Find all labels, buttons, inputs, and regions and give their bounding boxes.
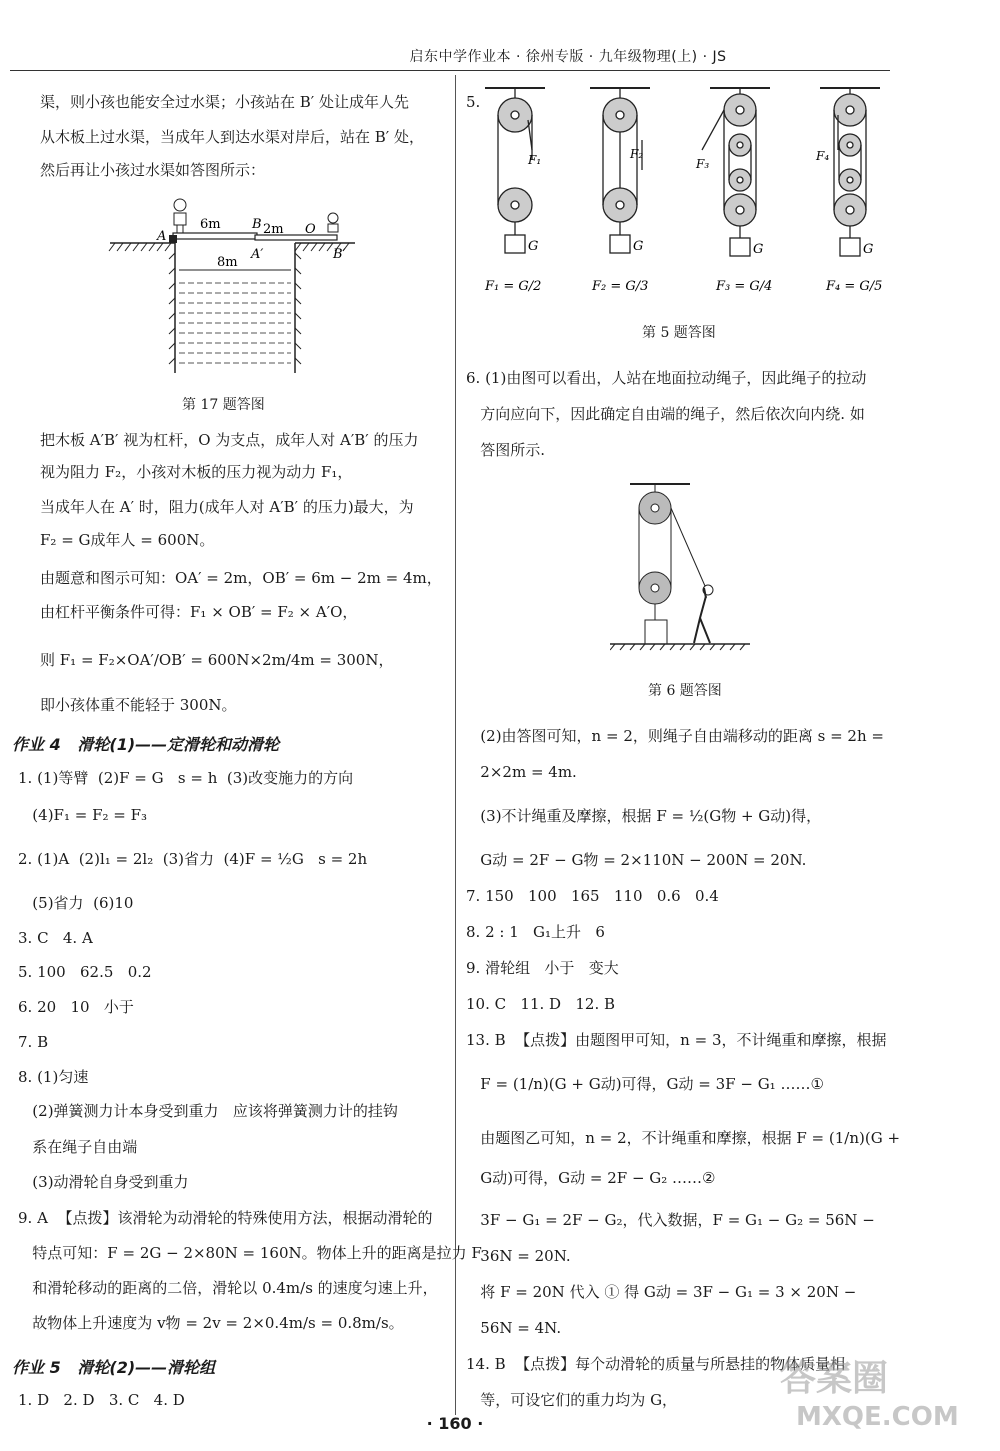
ans4-5: 5. 100 62.5 0.2 — [18, 963, 152, 981]
figure-6 — [610, 478, 750, 668]
q6-rest-1: 2×2m = 4m. — [466, 763, 577, 781]
label-2m: 2m — [263, 222, 284, 237]
label-B-prime: B′ — [333, 247, 346, 262]
q6-rest-3: G动 = 2F − G物 = 2×110N − 200N = 20N. — [466, 851, 807, 869]
force-F2: F₂ — [630, 147, 644, 161]
ans4-9: (2)弹簧测力计本身受到重力 应该将弹簧测力计的挂钩 — [18, 1102, 398, 1120]
q5-number: 5. — [466, 93, 481, 111]
label-O: O — [305, 222, 316, 237]
label-8m: 8m — [217, 255, 238, 270]
left-line-5: 当成年人在 A′ 时，阻力(成年人对 A′B′ 的压力)最大，为 — [40, 498, 414, 516]
ans4-12: 9. A 【点拨】该滑轮为动滑轮的特殊使用方法，根据动滑轮的 — [18, 1209, 433, 1227]
ans4-0: 1. (1)等臂 (2)F = G s = h (3)改变施力的方向 — [18, 769, 354, 787]
header-rule — [10, 70, 890, 71]
q6-rest-17: 等，可设它们的重力均为 G， — [466, 1391, 678, 1409]
figure-6-caption: 第 6 题答图 — [648, 683, 722, 699]
ans4-6: 6. 20 10 小于 — [18, 998, 134, 1016]
left-line-6: F₂ = G成年人 = 600N。 — [40, 531, 215, 549]
left-line-9: 则 F₁ = F₂×OA′/OB′ = 600N×2m/4m = 300N， — [40, 651, 394, 669]
watermark-url: MXQE.COM — [796, 1402, 959, 1432]
weight-G-1: G — [528, 239, 539, 254]
q6-rest-0: (2)由答图可知，n = 2，则绳子自由端移动的距离 s = 2h = — [466, 727, 884, 745]
q6-line-0: 6. (1)由图可以看出，人站在地面拉动绳子，因此绳子的拉动 — [466, 369, 867, 387]
ans4-7: 7. B — [18, 1033, 49, 1051]
figure-5 — [470, 80, 890, 305]
force-F3: F₃ — [696, 157, 710, 171]
q6-rest-7: 10. C 11. D 12. B — [466, 995, 616, 1013]
q6-rest-8: 13. B 【点拨】由题图甲可知，n = 3，不计绳重和摩擦，根据 — [466, 1031, 887, 1049]
q6-rest-10: 由题图乙可知，n = 2，不计绳重和摩擦，根据 F = (1/n)(G + — [466, 1129, 901, 1147]
ans4-3: (5)省力 (6)10 — [18, 894, 134, 912]
left-line-1: 从木板上过水渠，当成年人到达水渠对岸后，站在 B′ 处， — [40, 128, 424, 146]
q6-line-2: 答图所示. — [466, 441, 546, 459]
force-F4: F₄ — [816, 149, 830, 163]
label-6m: 6m — [200, 217, 221, 232]
left-line-8: 由杠杆平衡条件可得：F₁ × OB′ = F₂ × A′O， — [40, 603, 358, 621]
left-line-3: 把木板 A′B′ 视为杠杆，O 为支点，成年人对 A′B′ 的压力 — [40, 431, 419, 449]
q6-rest-12: 3F − G₁ = 2F − G₂，代入数据，F = G₁ − G₂ = 56N − — [466, 1211, 875, 1229]
weight-G-2: G — [633, 239, 644, 254]
figure-17 — [105, 188, 365, 383]
left-line-2: 然后再让小孩过水渠如答图所示： — [40, 161, 266, 179]
ans5-line: 1. D 2. D 3. C 4. D — [18, 1391, 185, 1409]
q6-line-1: 方向应向下，因此确定自由端的绳子，然后依次向内绕. 如 — [466, 405, 865, 423]
ans4-10: 系在绳子自由端 — [18, 1138, 138, 1156]
ans4-4: 3. C 4. A — [18, 929, 93, 947]
q6-rest-15: 56N = 4N. — [466, 1319, 562, 1337]
ans4-13: 特点可知：F = 2G − 2×80N = 160N。物体上升的距离是拉力 F — [18, 1244, 482, 1262]
ans4-15: 故物体上升速度为 v物 = 2v = 2×0.4m/s = 0.8m/s。 — [18, 1314, 404, 1332]
formula-F1: F₁ = G/2 — [485, 279, 542, 294]
column-divider — [455, 75, 456, 1415]
q6-rest-13: 36N = 20N. — [466, 1247, 571, 1265]
formula-F4: F₄ = G/5 — [826, 279, 883, 294]
watermark-title: 答案圈 — [780, 1358, 889, 1399]
q6-rest-14: 将 F = 20N 代入 ① 得 G动 = 3F − G₁ = 3 × 20N − — [466, 1283, 857, 1301]
section-4-title: 作业 4 滑轮(1)——定滑轮和动滑轮 — [12, 735, 280, 754]
left-line-0: 渠，则小孩也能安全过水渠；小孩站在 B′ 处让成年人先 — [40, 93, 409, 111]
watermark — [760, 1350, 990, 1445]
ans4-2: 2. (1)A (2)l₁ = 2l₂ (3)省力 (4)F = ½G s = 2h — [18, 850, 368, 868]
formula-F3: F₃ = G/4 — [716, 279, 773, 294]
q6-rest-5: 8. 2 : 1 G₁上升 6 — [466, 923, 605, 941]
label-B: B — [252, 217, 262, 232]
page-header — [0, 46, 1000, 68]
section-5-title: 作业 5 滑轮(2)——滑轮组 — [12, 1358, 216, 1377]
q6-rest-6: 9. 滑轮组 小于 变大 — [466, 959, 619, 977]
ans4-8: 8. (1)匀速 — [18, 1068, 89, 1086]
ans4-14: 和滑轮移动的距离的二倍，滑轮以 0.4m/s 的速度匀速上升， — [18, 1279, 438, 1297]
header-title: 启东中学作业本 · 徐州专版 · 九年级物理(上) · JS — [409, 49, 727, 65]
q6-rest-11: G动)可得，G动 = 2F − G₂ ……② — [466, 1169, 716, 1187]
left-line-7: 由题意和图示可知：OA′ = 2m，OB′ = 6m − 2m = 4m， — [40, 569, 442, 587]
label-A-prime: A′ — [251, 247, 264, 262]
page-number: · 160 · — [426, 1414, 484, 1433]
figure-17-caption: 第 17 题答图 — [182, 397, 265, 413]
q6-rest-4: 7. 150 100 165 110 0.6 0.4 — [466, 887, 719, 905]
weight-G-3: G — [753, 242, 764, 257]
ans4-1: (4)F₁ = F₂ = F₃ — [18, 806, 148, 824]
q6-rest-16: 14. B 【点拨】每个动滑轮的质量与所悬挂的物体质量相 — [466, 1355, 846, 1373]
weight-G-4: G — [863, 242, 874, 257]
left-line-4: 视为阻力 F₂，小孩对木板的压力视为动力 F₁， — [40, 463, 353, 481]
force-F1: F₁ — [528, 153, 542, 167]
q6-rest-9: F = (1/n)(G + G动)可得，G动 = 3F − G₁ ……① — [466, 1075, 824, 1093]
ans4-11: (3)动滑轮自身受到重力 — [18, 1173, 189, 1191]
q6-rest-2: (3)不计绳重及摩擦，根据 F = ½(G物 + G动)得， — [466, 807, 822, 825]
left-line-10: 即小孩体重不能轻于 300N。 — [40, 696, 237, 714]
formula-F2: F₂ = G/3 — [592, 279, 649, 294]
label-A: A — [157, 229, 167, 244]
figure-5-caption: 第 5 题答图 — [642, 325, 716, 341]
